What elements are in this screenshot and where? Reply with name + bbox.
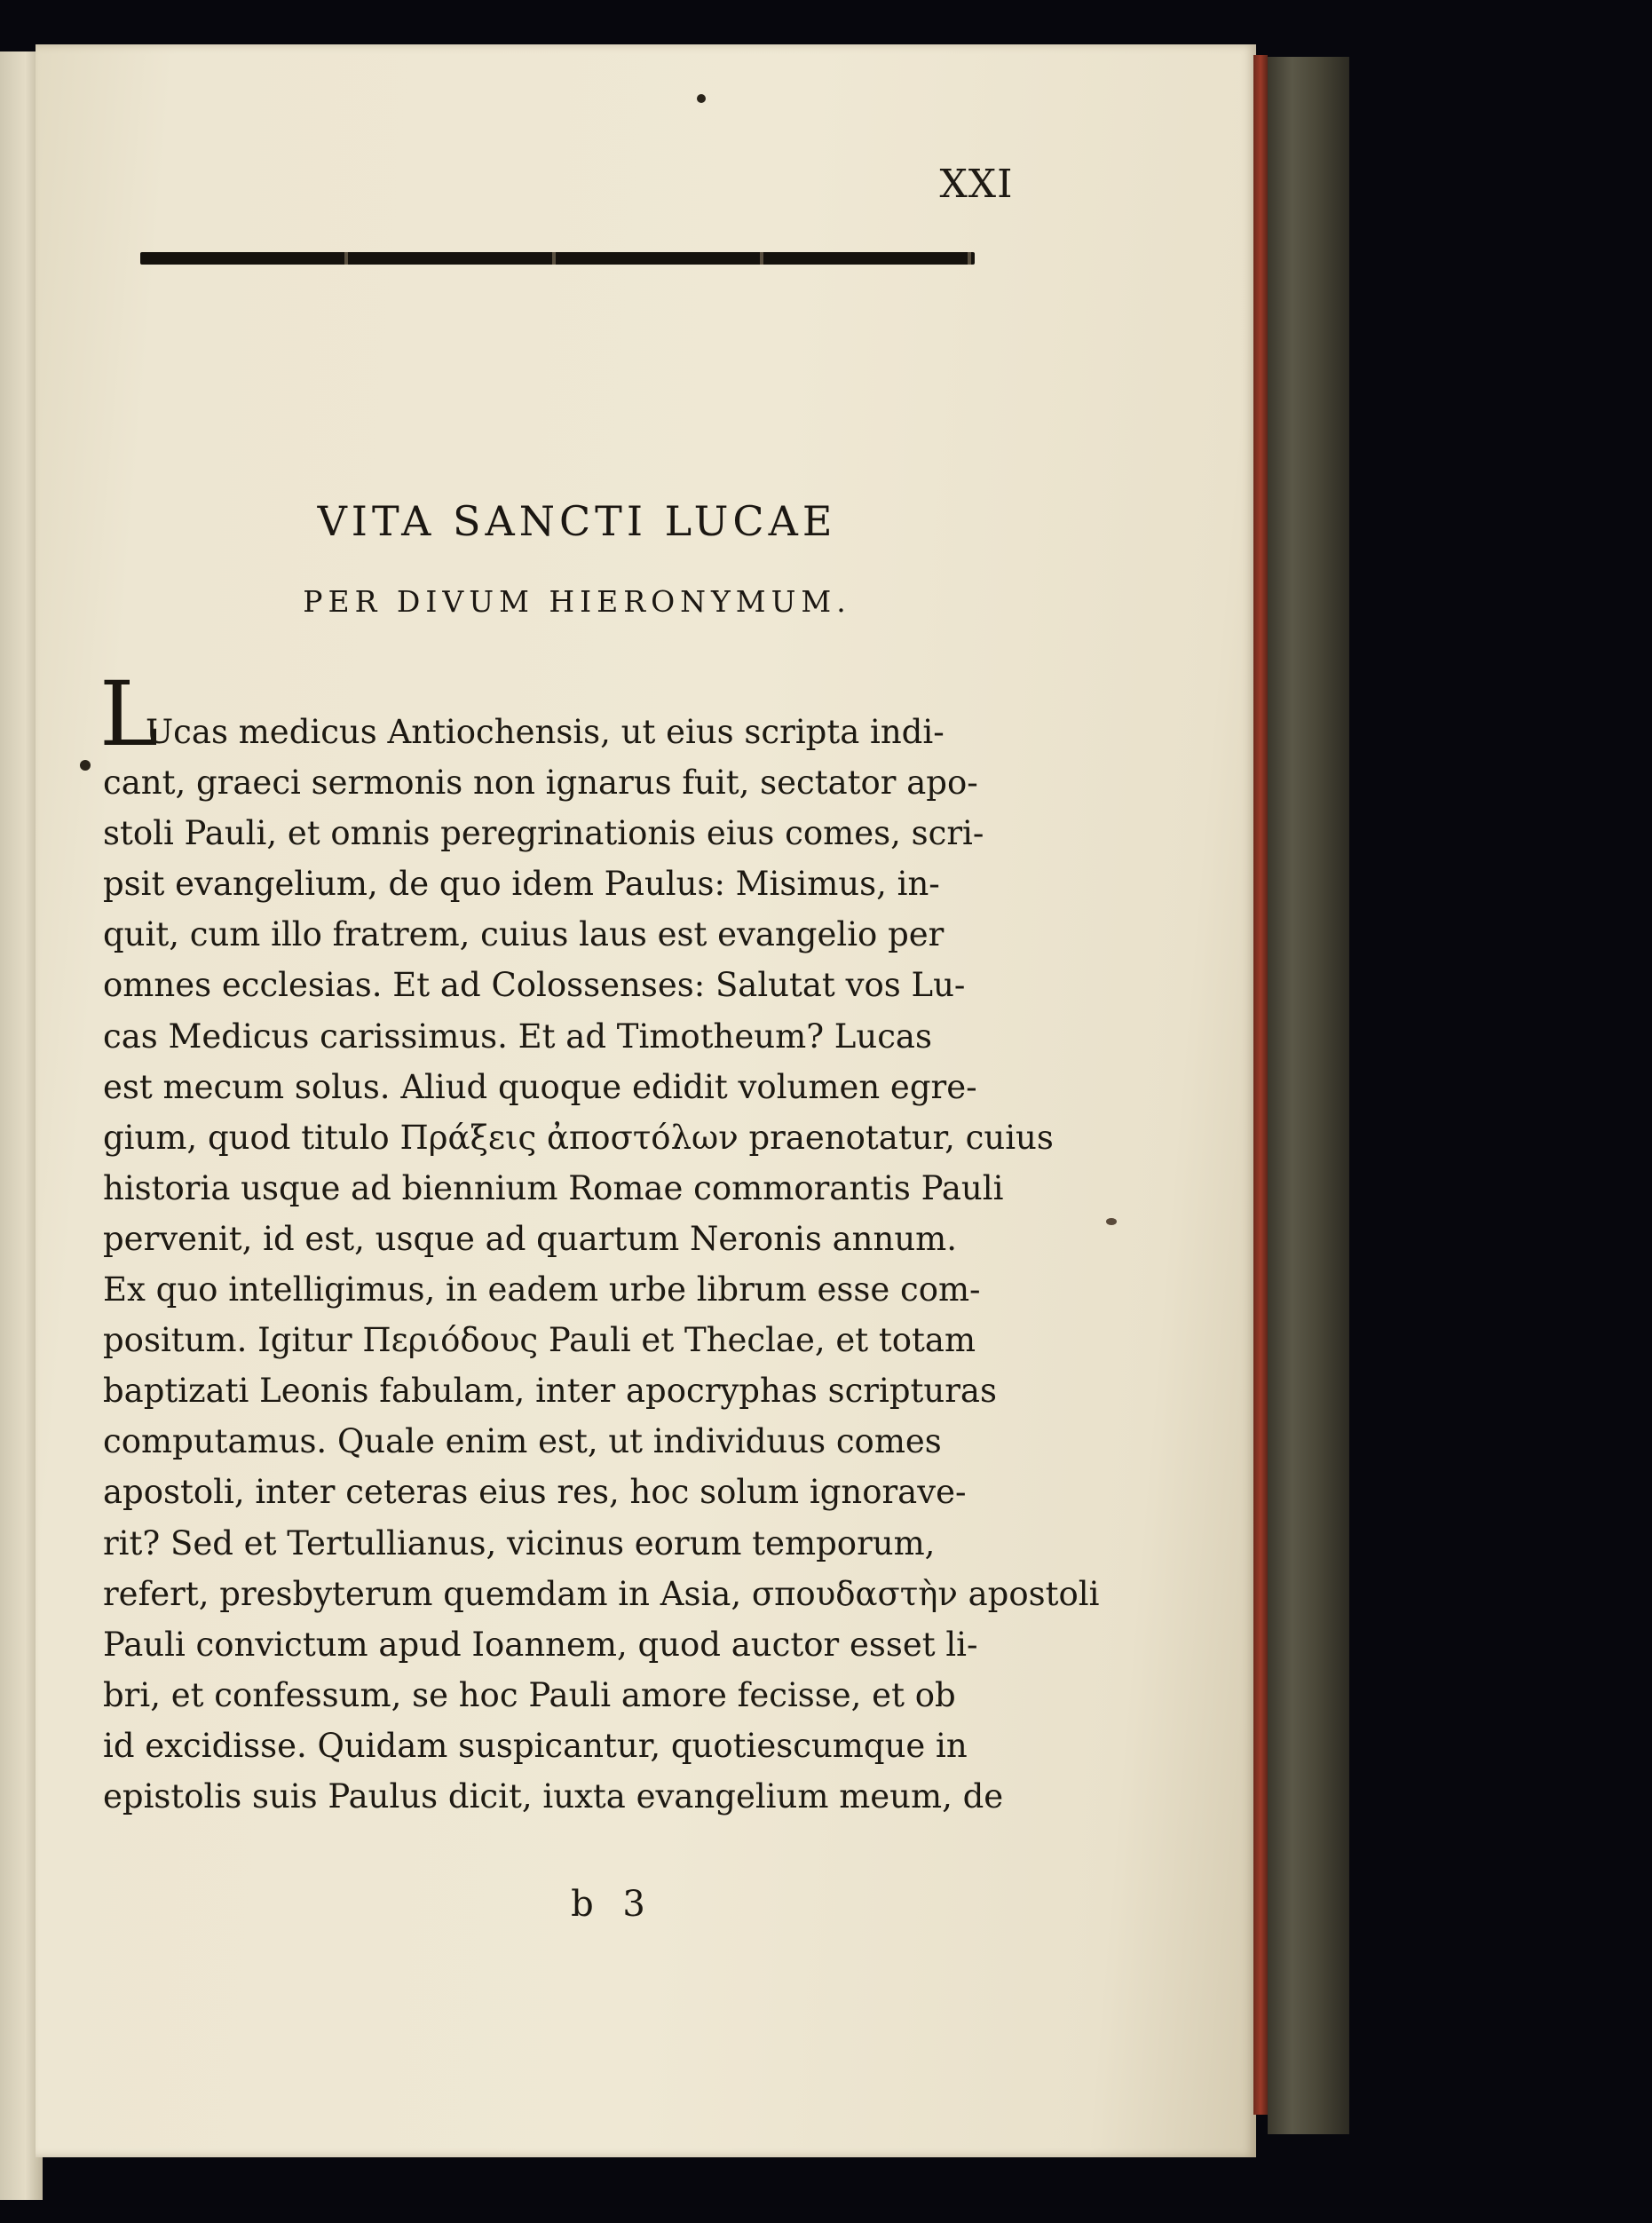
text-line: stoli Pauli, et omnis peregrinationis eius comes, scri- [103,814,984,853]
header-rule [140,252,975,265]
text-line: cant, graeci sermonis non ignarus fuit, sectator apo- [103,763,978,803]
chapter-title: VITA SANCTI LUCAE [317,497,837,545]
text-line: id excidisse. Quidam suspicantur, quotiescumque in [103,1726,968,1765]
text-line: cas Medicus carissimus. Et ad Timotheum? Lucas [103,1017,932,1056]
text-line: pervenit, id est, usque ad quartum Neronis annum. [103,1219,958,1258]
page-number: XXI [939,162,1014,207]
signature-mark: b 3 [571,1884,654,1925]
text-line: gium, quod titulo Πράξεις ἀποστόλων praenotatur, cuius [103,1118,1054,1157]
text-line: rit? Sed et Tertullianus, vicinus eorum temporum, [103,1523,936,1562]
chapter-subtitle: PER DIVUM HIERONYMUM. [303,584,851,619]
text-line: Pauli convictum apud Ioannem, quod auctor esset li- [103,1625,978,1664]
text-line: Ex quo intelligimus, in eadem urbe librum esse com- [103,1270,981,1309]
text-line: quit, cum illo fratrem, cuius laus est evangelio per [103,915,945,954]
red-page-edge [1253,55,1268,2115]
text-line: psit evangelium, de quo idem Paulus: Misimus, in- [103,865,940,904]
text-line: baptizati Leonis fabulam, inter apocryphas scripturas [103,1372,997,1411]
text-line: epistolis suis Paulus dicit, iuxta evangelium meum, de [103,1776,1004,1816]
ink-spot [80,760,91,771]
text-line: historia usque ad biennium Romae commorantis Pauli [103,1168,1004,1207]
text-line: Ucas medicus Antiochensis, ut eius scripta indi- [146,713,945,751]
body-text [103,661,1100,1822]
text-line: refert, presbyterum quemdam in Asia, σπουδαστὴν apostoli [103,1574,1100,1613]
drop-cap: L [99,662,159,766]
ink-spot [697,94,706,103]
text-line: bri, et confessum, se hoc Pauli amore fecisse, et ob [103,1675,956,1714]
text-line: omnes ecclesias. Et ad Colossenses: Salutat vos Lu- [103,966,966,1005]
text-line: est mecum solus. Aliud quoque edidit volumen egre- [103,1067,977,1106]
text-line: computamus. Quale enim est, ut individuus comes [103,1422,942,1461]
text-line: positum. Igitur Περιόδους Pauli et Theclae, et totam [103,1321,976,1360]
text-line: apostoli, inter ceteras eius res, hoc solum ignorave- [103,1473,967,1512]
ink-spot [1106,1218,1117,1225]
book-cover-edge [1268,57,1349,2134]
